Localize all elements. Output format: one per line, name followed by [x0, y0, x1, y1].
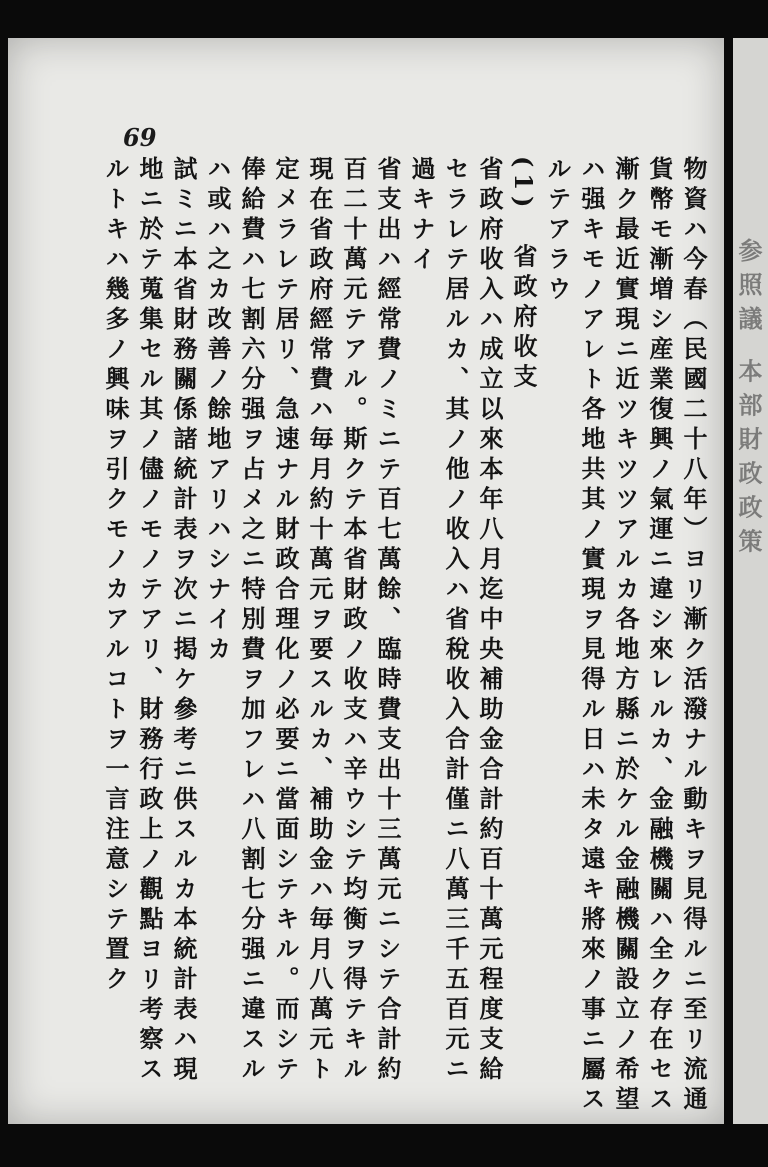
text-column-14: 俸給費ハ七割六分强ヲ占メ之ニ特別費ヲ加フレハ八割七分强ニ違スル	[237, 156, 266, 1086]
text-column-12: 現在省政府經常費ハ毎月約十萬元ヲ要スルカ、補助金ハ毎月八萬元ト	[305, 156, 334, 1086]
text-column-1: 物資ハ今春（民國二十八年）ヨリ漸ク活潑ナル動キヲ見得ルニ至リ流通	[679, 156, 708, 1116]
adjacent-page-text: 参照議 本部財政政策	[734, 238, 763, 563]
text-column-7: 省政府收入ハ成立以來本年八月迄中央補助金合計約百十萬元程度支給	[475, 156, 504, 1086]
text-column-5: ルテアラウ	[543, 156, 572, 306]
text-column-18: ルトキハ幾多ノ興味ヲ引クモノカアルコトヲ一言注意シテ置ク	[101, 156, 130, 996]
text-column-3: 漸ク最近實現ニ近ツキツツアルカ各地方縣ニ於ケル金融機關設立ノ希望	[611, 156, 640, 1116]
text-column-9: 過キナイ	[407, 156, 436, 276]
section-heading: (1) 省政府收支	[509, 156, 538, 394]
page-number: 69	[123, 123, 157, 152]
text-column-11: 百二十萬元テアル。斯クテ本省財政ノ收支ハ辛ウシテ均衡ヲ得テキル	[339, 156, 368, 1086]
text-column-13: 定メラレテ居リ、急速ナル財政合理化ノ必要ニ當面シテキル。而シテ	[271, 156, 300, 1086]
adjacent-page-edge	[733, 38, 768, 1124]
text-column-8: セラレテ居ルカ、其ノ他ノ收入ハ省稅收入合計僅ニ八萬三千五百元ニ	[441, 156, 470, 1086]
text-column-10: 省支出ハ經常費ノミニテ百七萬餘、臨時費支出十三萬元ニシテ合計約	[373, 156, 402, 1086]
text-column-15: ハ或ハ之カ改善ノ餘地アリハシナイカ	[203, 156, 232, 666]
text-column-4: ハ强キモノアレト各地共其ノ實現ヲ見得ル日ハ未タ遠キ將來ノ事ニ屬ス	[577, 156, 606, 1116]
text-column-17: 地ニ於テ蒐集セル其ノ儘ノモノテアリ、財務行政上ノ觀點ヨリ考察ス	[135, 156, 164, 1086]
text-column-16: 試ミニ本省財務關係諸統計表ヲ次ニ掲ケ參考ニ供スルカ本統計表ハ現	[169, 156, 198, 1086]
book-page	[8, 38, 724, 1124]
vertical-text-body	[80, 156, 710, 1116]
text-column-2: 貨幣モ漸増シ産業復興ノ氣運ニ違シ來レルカ、金融機關ハ全ク存在セス	[645, 156, 674, 1116]
